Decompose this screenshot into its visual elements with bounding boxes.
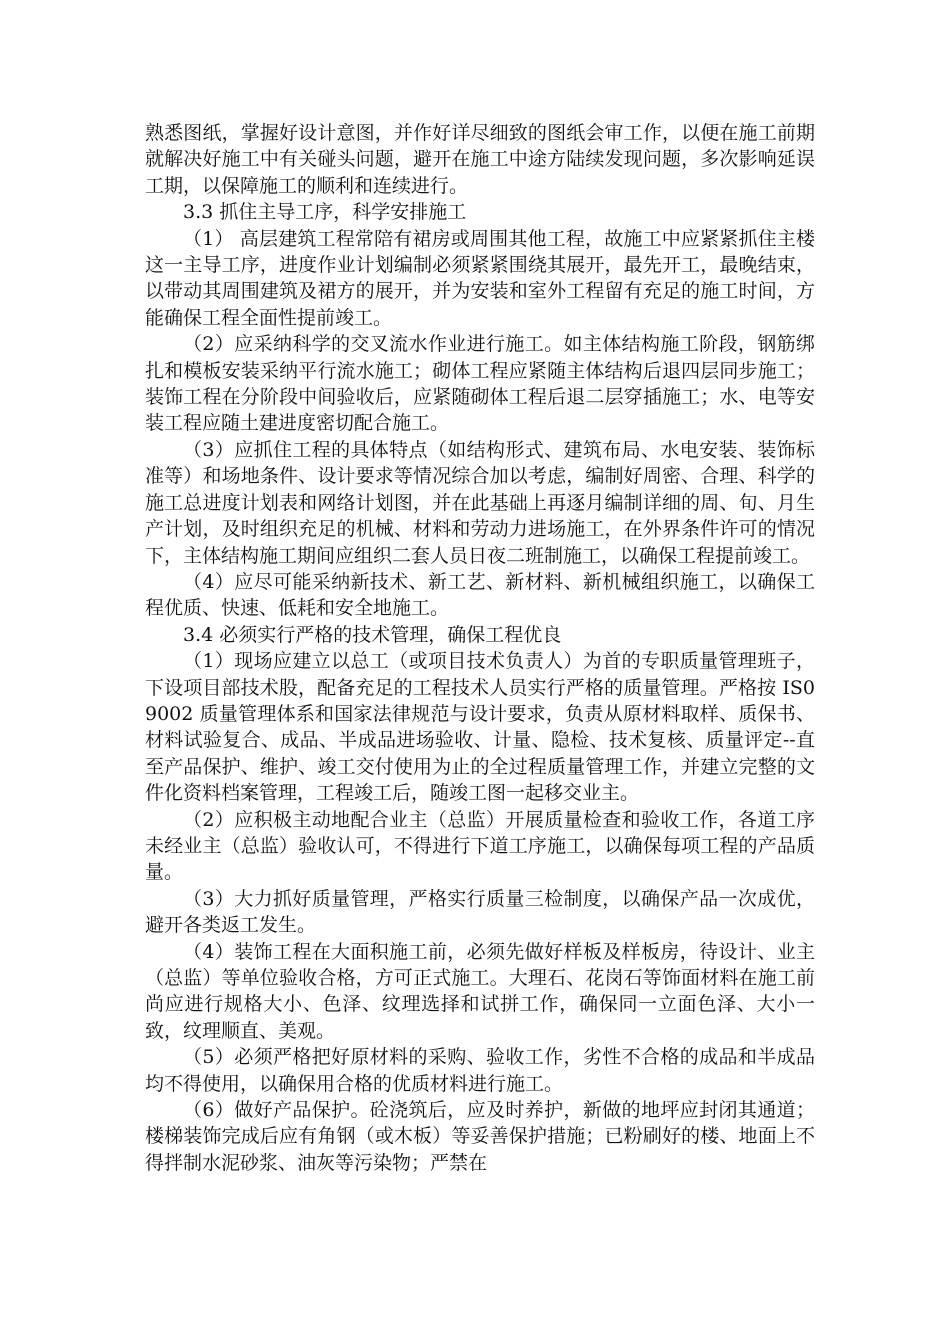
section-heading-3-3: 3.3 抓住主导工序，科学安排施工 (183, 201, 467, 224)
paragraph-3-4-5: （5）必须严格把好原材料的采购、验收工作，劣性不合格的成品和半成品均不得使用，以确保用合格的优质材料进行施工。 (145, 1046, 815, 1095)
paragraph-3-4-2: （2）应积极主动地配合业主（总监）开展质量检查和验收工作，各道工序未经业主（总监）验收认可，不得进行下道工序施工，以确保每项工程的产品质量。 (145, 808, 815, 884)
document-page (145, 120, 815, 1176)
paragraph-3-4-4: （4）装饰工程在大面积施工前，必须先做好样板及样板房，待设计、业主（总监）等单位验收合格，方可正式施工。大理石、花岗石等饰面材料在施工前尚应进行规格大小、色泽、纹理选择和试拼工作，确保同一立面色泽、大小一致，纹理顺直、美观。 (145, 940, 815, 1042)
paragraph-3-3-4: （4）应尽可能采纳新技术、新工艺、新材料、新机械组织施工，以确保工程优质、快速、低耗和安全地施工。 (145, 570, 815, 620)
paragraph-3-3-2: （2）应采纳科学的交叉流水作业进行施工。如主体结构施工阶段，钢筋绑扎和模板安装采纳平行流水施工；砌体工程应紧随主体结构后退四层同步施工；装饰工程在分阶段中间验收后，应紧随砌体工程后退二层穿插施工；水、电等安装工程应随土建进度密切配合施工。 (145, 333, 815, 435)
paragraph-3-3-3: （3）应抓住工程的具体特点（如结构形式、建筑布局、水电安装、装饰标准等）和场地条件、设计要求等情况综合加以考虑，编制好周密、合理、科学的施工总进度计划表和网络计划图，并在此基础上再逐月编制详细的周、旬、月生产计划，及时组织充足的机械、材料和劳动力进场施工，在外界条件许可的情况下，主体结构施工期间应组织二套人员日夜二班制施工，以确保工程提前竣工。 (145, 438, 815, 567)
paragraph-3-4-6: （6）做好产品保护。砼浇筑后，应及时养护，新做的地坪应封闭其通道；楼梯装饰完成后应有角钢（或木板）等妥善保护措施；已粉刷好的楼、地面上不得拌制水泥砂浆、油灰等污染物；严禁在 (145, 1099, 815, 1174)
paragraph-3-3-1: （1） 高层建筑工程常陪有裙房或周围其他工程，故施工中应紧紧抓住主楼这一主导工序，进度作业计划编制必须紧紧围绕其展开，最先开工，最晚结束，以带动其周围建筑及裙方的展开，并为安装和室外工程留有充足的施工时间，方能确保工程全面性提前竣工。 (145, 227, 815, 329)
paragraph-3-4-3: （3）大力抓好质量管理，严格实行质量三检制度，以确保产品一次成优，避开各类返工发生。 (145, 887, 815, 937)
paragraph-3-4-1: （1）现场应建立以总工（或项目技术负责人）为首的专职质量管理班子，下设项目部技术股，配备充足的工程技术人员实行严格的质量管理。严格按 IS09002 质量管理体系和国家法律规范与设计要求，负责从原材料取样、质保书、材料试验复合、成品、半成品进场验收、计量、隐检、技术复核、质量评定--直至产品保护、维护、竣工交付使用为止的全过程质量管理工作，并建立完整的文件化资料档案管理，工程竣工后，随竣工图一起移交业主。 (145, 650, 815, 805)
section-heading-3-4: 3.4 必须实行严格的技术管理，确保工程优良 (183, 623, 562, 646)
paragraph-intro: 熟悉图纸，掌握好设计意图，并作好详尽细致的图纸会审工作，以便在施工前期就解决好施工中有关碰头问题，避开在施工中途方陆续发现问题，多次影响延误工期，以保障施工的顺利和连续进行。 (145, 122, 815, 197)
